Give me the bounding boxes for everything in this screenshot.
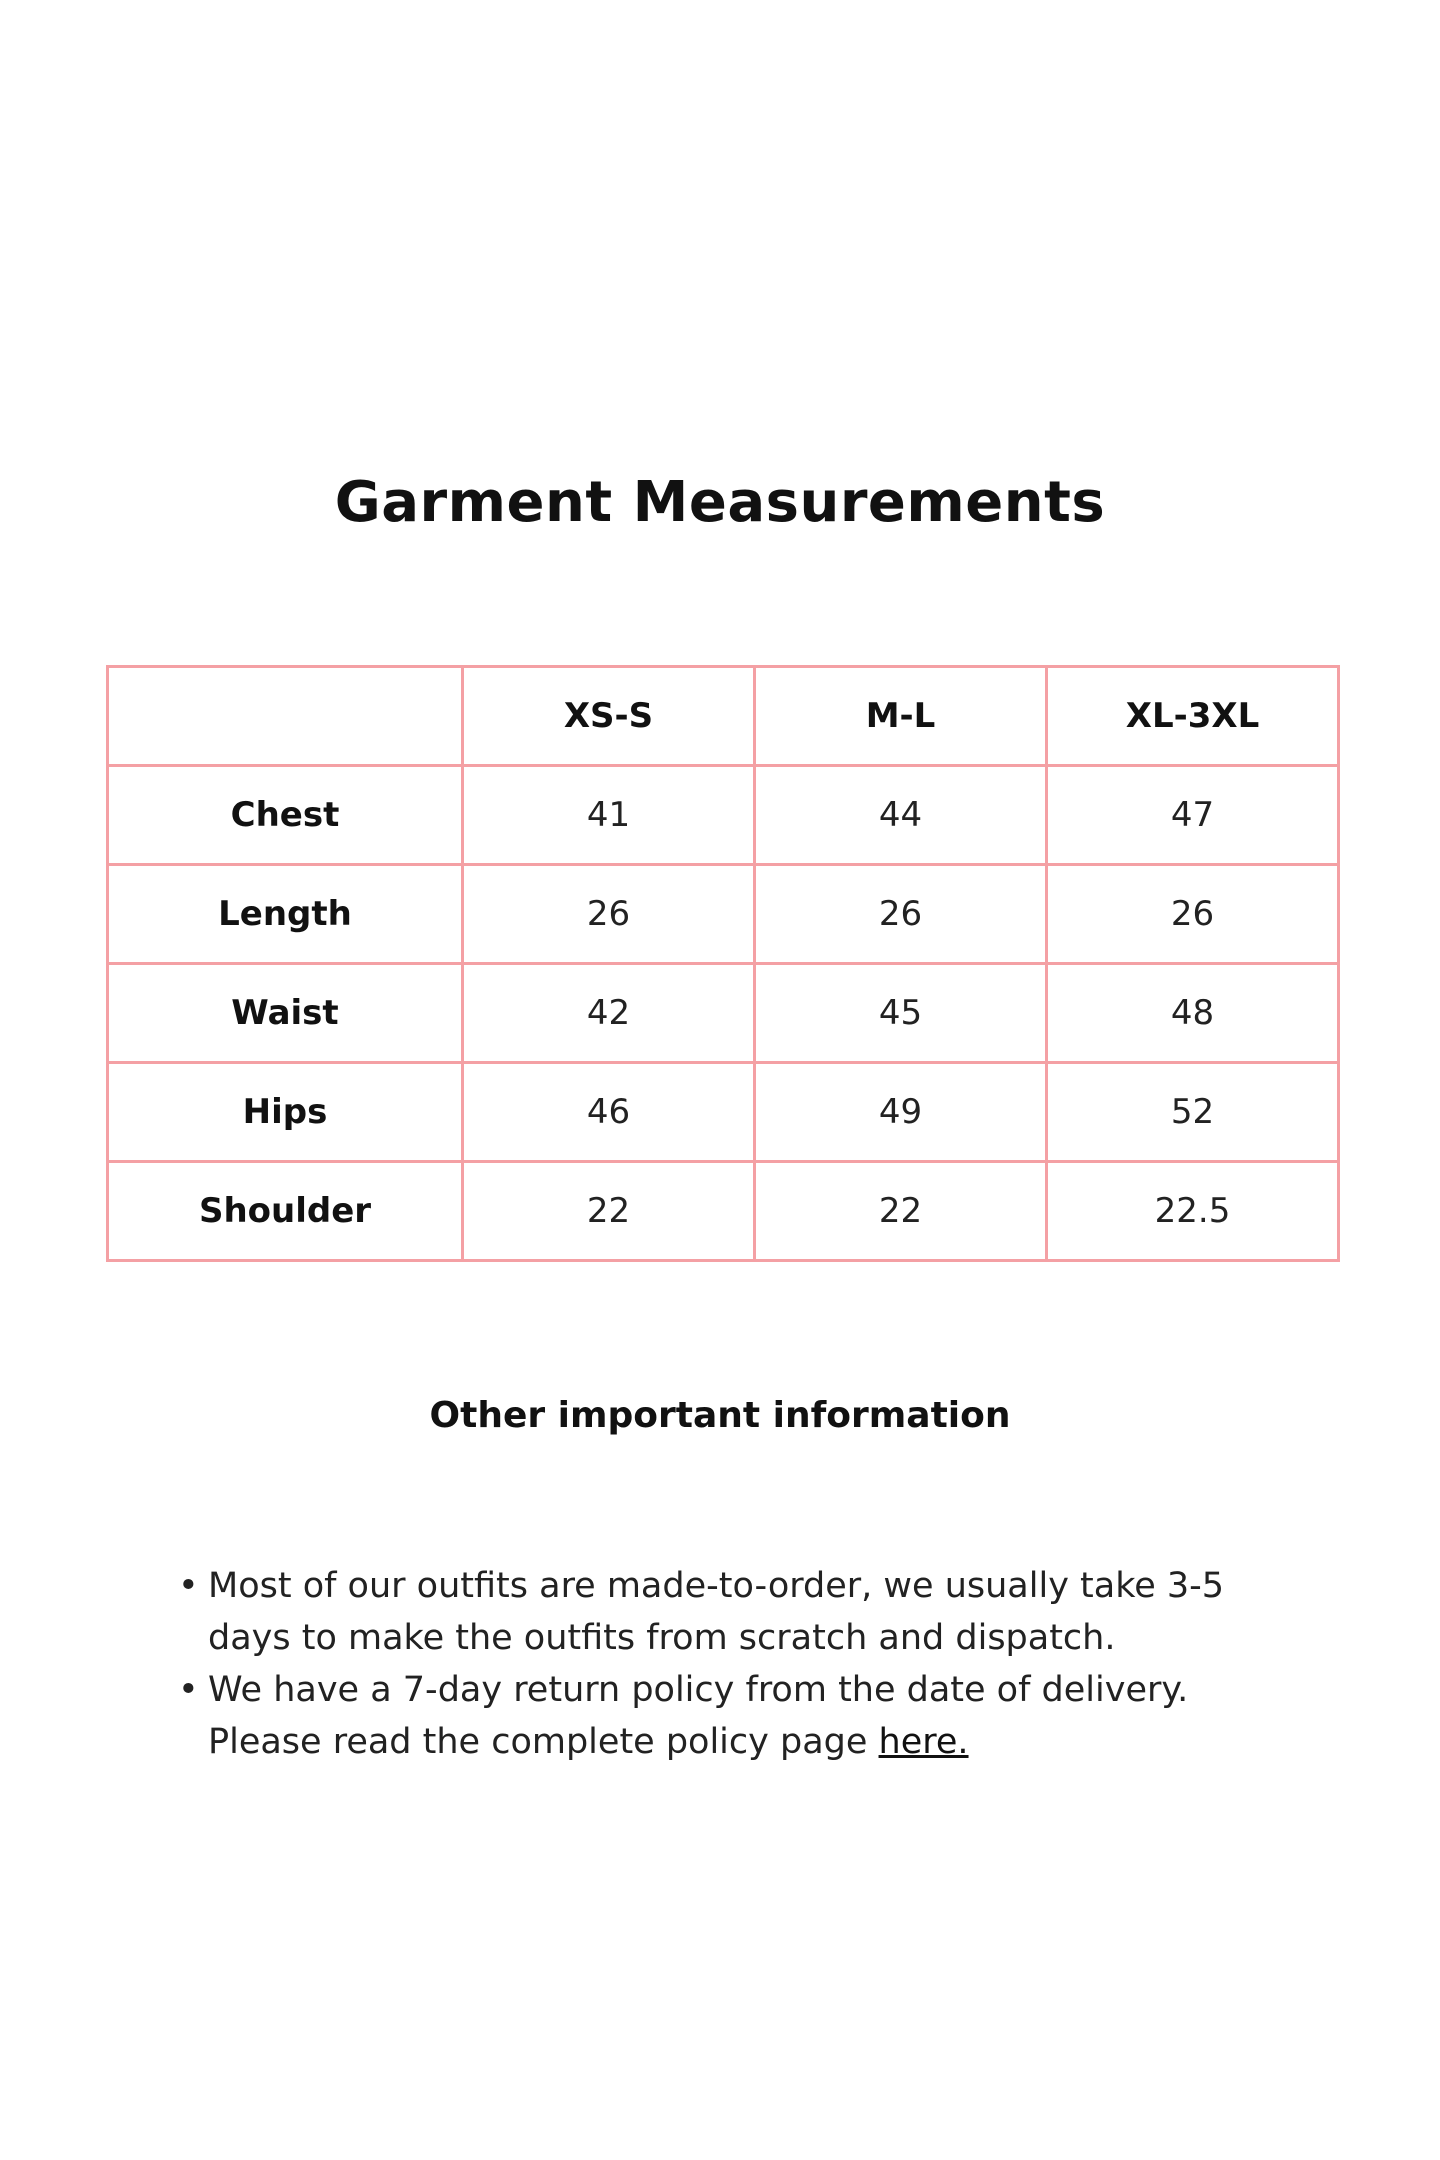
info-list [178, 1560, 1308, 1768]
table-row [108, 1162, 1339, 1261]
table-cell: 26 [1047, 865, 1339, 964]
table-cell: 48 [1047, 964, 1339, 1063]
header-size-m-l: M-L [755, 667, 1047, 766]
table-cell: 22 [463, 1162, 755, 1261]
row-label-waist: Waist [108, 964, 463, 1063]
header-empty-cell [108, 667, 463, 766]
table-cell: 22.5 [1047, 1162, 1339, 1261]
table-cell: 26 [755, 865, 1047, 964]
header-size-xl-3xl: XL-3XL [1047, 667, 1339, 766]
policy-link[interactable]: here. [878, 1722, 969, 1762]
page-title: Garment Measurements [334, 470, 1106, 535]
table-row [108, 1063, 1339, 1162]
row-label-shoulder: Shoulder [108, 1162, 463, 1261]
bullet-icon: • [178, 1670, 199, 1710]
list-item [178, 1560, 1308, 1664]
list-item [178, 1664, 1308, 1768]
table-row [108, 766, 1339, 865]
measurement-table [106, 665, 1340, 1262]
table-header-row [108, 667, 1339, 766]
table-row [108, 964, 1339, 1063]
row-label-hips: Hips [108, 1063, 463, 1162]
table-row [108, 865, 1339, 964]
info-heading: Other important information [429, 1395, 1011, 1436]
row-label-length: Length [108, 865, 463, 964]
table-cell: 44 [755, 766, 1047, 865]
table-cell: 46 [463, 1063, 755, 1162]
table-cell: 52 [1047, 1063, 1339, 1162]
table-cell: 45 [755, 964, 1047, 1063]
bullet-icon: • [178, 1566, 199, 1606]
header-size-xs-s: XS-S [463, 667, 755, 766]
info-text: We have a 7-day return policy from the date of delivery. Please read the complete policy page [208, 1670, 1189, 1762]
info-text: Most of our outfits are made-to-order, we usually take 3-5 days to make the outfits from scratch and dispatch. [208, 1566, 1225, 1658]
table-cell: 42 [463, 964, 755, 1063]
table-cell: 22 [755, 1162, 1047, 1261]
table-cell: 47 [1047, 766, 1339, 865]
table-cell: 49 [755, 1063, 1047, 1162]
row-label-chest: Chest [108, 766, 463, 865]
table-cell: 41 [463, 766, 755, 865]
table-cell: 26 [463, 865, 755, 964]
